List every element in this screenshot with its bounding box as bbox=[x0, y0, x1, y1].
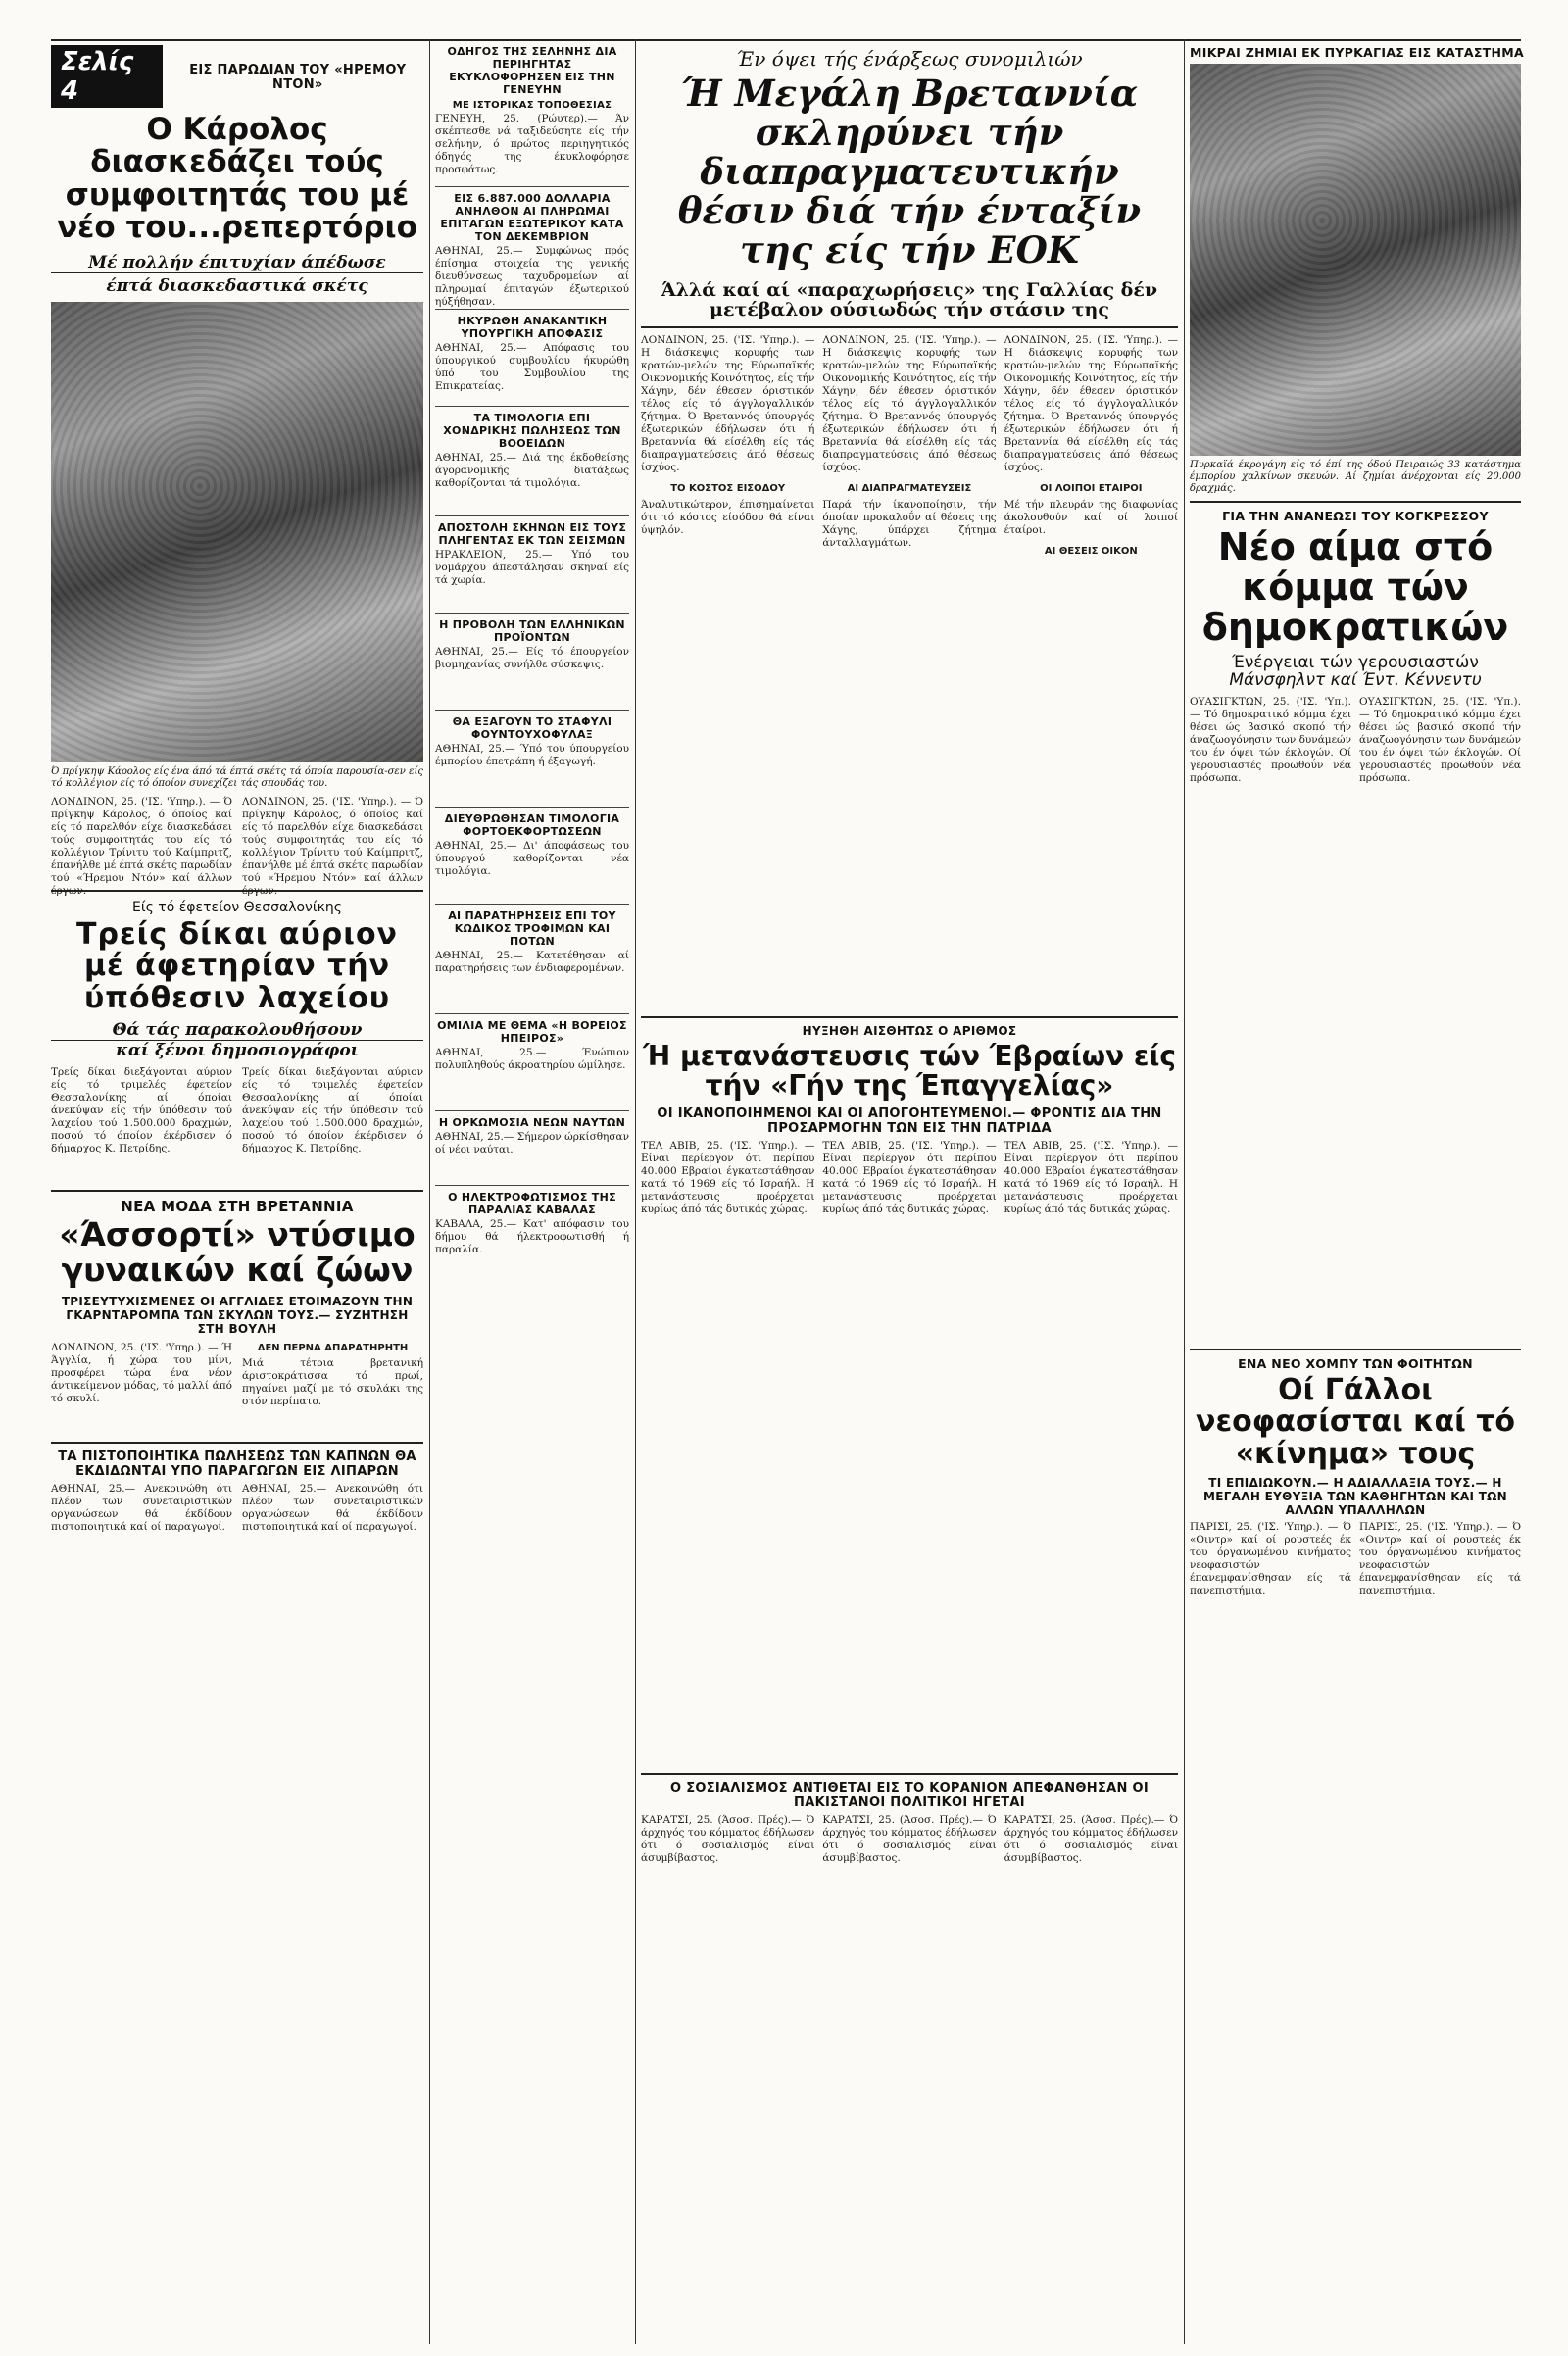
brief-text-tents: ΗΡΑΚΛΕΙΟΝ, 25.— Υπό του νομάρχου άπεστάλησαν σκηναί είς τά χωρία. bbox=[435, 549, 629, 586]
brief-text-moon: ΓΕΝΕΥΗ, 25. (Ρώυτερ).— Άν σκέπτεσθε νά ταξιδεύσητε είς τήν σελήνην, ό πρώτος περιηγητικός όδηγός της έκυκλοφόρησε προσφάτως. bbox=[435, 113, 629, 175]
article-eec-text-3: ΛΟΝΔΙΝΟΝ, 25. ('ΙΣ. 'Υπηρ.). — Η διάσκεψις κορυφής των κρατών-μελών της Εύρωπαϊκής Οικονομικής Κοινότητος, είς τήν Χάγην, δέν έθεσεν όριστικόν τέλος είς τό άγγλογαλλικόν ζήτημα. Ό Βρεταννός ύπουργός έξωτερικών έδήλωσεν ότι ή Βρεταννία θά είσέλθη είς τάς διαπραγματεύσεις άπό θέσεως ίσχύος. bbox=[1004, 333, 1178, 473]
photo-caption-fire: Πυρκαϊά έκρογάγη είς τό έπί της όδού Πειραιώς 33 κατάστημα έμπορίου χαλκίνων σκευών. Αί ζημίαι άνέρχονται είς 20.000 δραχμάς. bbox=[1190, 460, 1521, 494]
article-fashion-text: ΛΟΝΔΙΝΟΝ, 25. ('ΙΣ. 'Υπηρ.). — Ή Άγγλία, ή χώρα του μίνι, προσφέρει τώρα ένα νέον άντικείμενον μόδας, τό μαλλί άπό τό σκυλί. bbox=[51, 1342, 232, 1405]
kicker-emigration: ΗΥΞΗΘΗ ΑΙΣΘΗΤΩΣ Ο ΑΡΙΘΜΟΣ bbox=[802, 1023, 1017, 1038]
subhead-court-1: Θά τάς παρακολουθήσουν bbox=[112, 1020, 363, 1041]
brief-heading-moon: ΟΔΗΓΟΣ ΤΗΣ ΣΕΛΗΝΗΣ ΔΙΑ ΠΕΡΙΗΓΗΤΑΣ ΕΚΥΚΛΟΦΟΡΗΣΕΝ ΕΙΣ ΤΗΝ ΓΕΝΕΥΗΝ bbox=[447, 45, 617, 96]
article-court-text: Τρείς δίκαι διεξάγονται αύριον είς τό τριμελές έφετείον Θεσσαλονίκης αί όποίαι άνεκύψαν είς τήν ύπόθεσιν τού λαχείου τού 1.500.000 δραχμών, ποσού τό όποίον έκέρδισεν ό δήμαρχος Κ. Πετρίδης. bbox=[51, 1066, 232, 1155]
article-cost-text: Άναλυτικώτερον, έπισημαίνεται ότι τό κόστος είσόδου θά είναι ύψηλόν. bbox=[641, 498, 815, 536]
column-rule bbox=[1184, 39, 1185, 2344]
subhead-fashion: ΤΡΙΣΕΥΤΥΧΙΣΜΕΝΕΣ ΟΙ ΑΓΓΛΙΔΕΣ ΕΤΟΙΜΑΖΟΥΝ ΤΗΝ ΓΚΑΡΝΤΑΡΟΜΠΑ ΤΩΝ ΣΚΥΛΩΝ ΤΟΥΣ.— ΣΥΖΗΤΗΣΗ ΣΤΗ ΒΟΥΛΗ bbox=[61, 1295, 414, 1337]
article-democrats-text-2: ΟΥΑΣΙΓΚΤΩΝ, 25. ('ΙΣ. 'Υπ.). — Τό δημοκρατικό κόμμα έχει θέσει ώς βασικό σκοπό τήν άναζωογόνησιν των δυνάμεών του έν όψει τών έκλογών. Οί γερουσιαστές προωθοΰν νέα πρόσωπα. bbox=[1359, 695, 1521, 784]
article-emigration-text: ΤΕΛ ΑΒΙΒ, 25. ('ΙΣ. 'Υπηρ.). — Είναι περίεργον ότι περίπου 40.000 Εβραίοι έγκατεστάθησαν κατά τό 1969 είς τό Ισραήλ. Η μετανάστευσις προέρχεται κυρίως άπό τάς δυτικάς χώρας. bbox=[641, 1140, 815, 1216]
page-badge: Σελίς 4 bbox=[51, 45, 163, 108]
article-charles-text-2: ΛΟΝΔΙΝΟΝ, 25. ('ΙΣ. 'Υπηρ.). — Ό πρίγκηψ Κάρολος, ό όποίος καί είς τό παρελθόν είχε διασκεδάσει τούς συμφοιτητάς του είς τό κολλέγιον Τρίνιτυ τού Καίμπριτζ, έπανήλθε μέ έπτά σκέτς παρωδίαν τού «Ήρεμου Ντόν» καί άλλων έργων. bbox=[242, 795, 423, 897]
article-emigration-text-3: ΤΕΛ ΑΒΙΒ, 25. ('ΙΣ. 'Υπηρ.). — Είναι περίεργον ότι περίπου 40.000 Εβραίοι έγκατεστάθησαν κατά τό 1969 είς τό Ισραήλ. Η μετανάστευσις προέρχεται κυρίως άπό τάς δυτικάς χώρας. bbox=[1004, 1140, 1178, 1216]
article-partners-text: Μέ τήν πλευράν της διαφωνίας άκολουθούν καί οί λοιποί έταίροι. bbox=[1004, 498, 1178, 536]
headline-democrats: Νέο αίμα στό κόμμα τών δημοκρατικών bbox=[1201, 525, 1509, 650]
subhead-court-2: καί ξένοι δημοσιογράφοι bbox=[51, 1040, 423, 1060]
brief-text-loading: ΑΘΗΝΑΙ, 25.— Δι' άποφάσεως του ύπουργού καθορίζονται νέα τιμολόγια. bbox=[435, 840, 629, 877]
article-charles-text: ΛΟΝΔΙΝΟΝ, 25. ('ΙΣ. 'Υπηρ.). — Ό πρίγκηψ Κάρολος, ό όποίος καί είς τό παρελθόν είχε διασκεδάσει τούς συμφοιτητάς του είς τό κολλέγιον Τρίνιτυ τού Καίμπριτζ, έπανήλθε μέ έπτά σκέτς παρωδίαν τού «Ήρεμου Ντόν» καί άλλων έργων. bbox=[51, 795, 232, 897]
article-pakistan-text-2: ΚΑΡΑΤΣΙ, 25. (Άσοσ. Πρές).— Ό άρχηγός του κόμματος έδήλωσεν ότι ό σοσιαλισμός είναι άσυμβίβαστος. bbox=[822, 1814, 997, 1865]
article-eec-text-2: ΛΟΝΔΙΝΟΝ, 25. ('ΙΣ. 'Υπηρ.). — Η διάσκεψις κορυφής των κρατών-μελών της Εύρωπαϊκής Οικονομικής Κοινότητος, είς τήν Χάγην, δέν έθεσεν όριστικόν τέλος είς τό άγγλογαλλικόν ζήτημα. Ό Βρεταννός ύπουργός έξωτερικών έδήλωσεν ότι ή Βρεταννία θά είσέλθη είς τάς διαπραγματεύσεις άπό θέσεως ίσχύος. bbox=[822, 333, 997, 473]
brief-heading-food-code: ΑΙ ΠΑΡΑΤΗΡΗΣΕΙΣ ΕΠΙ ΤΟΥ ΚΩΔΙΚΟΣ ΤΡΟΦΙΜΩΝ ΚΑΙ ΠΟΤΩΝ bbox=[448, 909, 616, 948]
kicker-eec: Έν όψει τής ένάρξεως συνομιλιών bbox=[736, 47, 1083, 71]
article-pakistan-text-3: ΚΑΡΑΤΣΙ, 25. (Άσοσ. Πρές).— Ό άρχηγός του κόμματος έδήλωσεν ότι ό σοσιαλισμός είναι άσυμβίβαστος. bbox=[1004, 1814, 1178, 1865]
brief-subheading-moon: ΜΕ ΙΣΤΟΡΙΚΑΣ ΤΟΠΟΘΕΣΙΑΣ bbox=[452, 100, 612, 111]
article-court-text-2: Τρείς δίκαι διεξάγονται αύριον είς τό τριμελές έφετείον Θεσσαλονίκης αί όποίαι άνεκύψαν είς τήν ύπόθεσιν τού λαχείου τού 1.500.000 δραχμών, ποσού τό όποίον έκέρδισεν ό δήμαρχος Κ. Πετρίδης. bbox=[242, 1066, 423, 1155]
photo-fire bbox=[1190, 64, 1521, 456]
article-negotiations-text: Παρά τήν ίκανοποίησιν, τήν όποίαν προκαλοΰν αί θέσεις της Χάγης, ύπάρχει ζήτημα άνταλλαγμάτων. bbox=[822, 498, 997, 549]
brief-heading-cattle: ΤΑ ΤΙΜΟΛΟΓΙΑ ΕΠΙ ΧΟΝΔΡΙΚΗΣ ΠΩΛΗΣΕΩΣ ΤΩΝ ΒΟΟΕΙΔΩΝ bbox=[443, 412, 621, 450]
headline-eec: Ή Μεγάλη Βρεταννία σκληρύνει τήν διαπραγματευτικήν θέσιν διά τήν ένταξίν της είς τήν ΕΟΚ bbox=[677, 72, 1142, 271]
brief-text-sailors: ΑΘΗΝΑΙ, 25.— Σήμερον ώρκίσθησαν οί νέοι ναύται. bbox=[435, 1131, 629, 1155]
article-tobacco-text-2: ΑΘΗΝΑΙ, 25.— Ανεκοινώθη ότι πλέον των συνεταιριστικών οργανώσεων θά έκδίδουν πιστοποιητικά καί οί παραγωγοί. bbox=[242, 1483, 423, 1534]
kicker-congress: ΓΙΑ ΤΗΝ ΑΝΑΝΕΩΣΙ ΤΟΥ ΚΟΓΚΡΕΣΣΟΥ bbox=[1222, 509, 1489, 523]
brief-heading-kavala: Ο ΗΛΕΚΤΡΟΦΩΤΙΣΜΟΣ ΤΗΣ ΠΑΡΑΛΙΑΣ ΚΑΒΑΛΑΣ bbox=[448, 1191, 616, 1216]
article-fashion-text-2: Μιά τέτοια βρετανική άριστοκράτισσα τό πρωί, πηγαίνει μαζί με τό σκυλάκι της στόν περίπατο. bbox=[242, 1357, 423, 1408]
kicker-fire: ΜΙΚΡΑΙ ΖΗΜΙΑΙ ΕΚ ΠΥΡΚΑΓΙΑΣ ΕΙΣ ΚΑΤΑΣΤΗΜΑ bbox=[1190, 45, 1524, 60]
subhead-cost: ΤΟ ΚΟΣΤΟΣ ΕΙΣΟΔΟΥ bbox=[670, 482, 786, 494]
brief-heading-sailors: Η ΟΡΚΩΜΟΣΙΑ ΝΕΩΝ ΝΑΥΤΩΝ bbox=[438, 1116, 626, 1129]
subhead-partners: ΟΙ ΛΟΙΠΟΙ ΕΤΑΙΡΟΙ bbox=[1040, 482, 1143, 494]
subhead-not-unnoticed: ΔΕΝ ΠΕΡΝΑ ΑΠΑΡΑΤΗΡΗΤΗ bbox=[257, 1343, 409, 1354]
brief-text-ministerial: ΑΘΗΝΑΙ, 25.— Απόφασις του ύπουργικού συμβουλίου ήκυρώθη ύπό του Συμβουλίου της Επικρατείας. bbox=[435, 342, 629, 392]
subhead-negotiations: ΑΙ ΔΙΑΠΡΑΓΜΑΤΕΥΣΕΙΣ bbox=[847, 482, 972, 494]
kicker-fashion: ΝΕΑ ΜΟΔΑ ΣΤΗ ΒΡΕΤΑΝΝΙΑ bbox=[121, 1198, 354, 1216]
article-neofascists-text-2: ΠΑΡΙΣΙ, 25. ('ΙΣ. 'Υπηρ.). — Ό «Οιντρ» καί οί ρουστεές έκ του όργανωμένου κινήματος νεοφασιστών έπανεμφανίσθησαν είς τά πανεπιστήμια. bbox=[1359, 1520, 1521, 1596]
brief-text-kavala: ΚΑΒΑΛΑ, 25.— Κατ' απόφασιν του δήμου θά ήλεκτροφωτισθή ή παραλία. bbox=[435, 1218, 629, 1255]
brief-heading-loading: ΔΙΕΥΘΡΩΘΗΣΑΝ ΤΙΜΟΛΟΓΙΑ ΦΟΡΤΟΕΚΦΟΡΤΩΣΕΩΝ bbox=[444, 812, 620, 838]
column-1 bbox=[51, 39, 423, 2344]
photo-prince-charles bbox=[51, 302, 423, 762]
article-emigration-text-2: ΤΕΛ ΑΒΙΒ, 25. ('ΙΣ. 'Υπηρ.). — Είναι περίεργον ότι περίπου 40.000 Εβραίοι έγκατεστάθησαν κατά τό 1969 είς τό Ισραήλ. Η μετανάστευσις προέρχεται κυρίως άπό τάς δυτικάς χώρας. bbox=[822, 1140, 997, 1216]
kicker-tobacco: ΤΑ ΠΙΣΤΟΠΟΙΗΤΙΚΑ ΠΩΛΗΣΕΩΣ ΤΩΝ ΚΑΠΝΩΝ ΘΑ ΕΚΔΙΔΩΝΤΑΙ ΥΠΟ ΠΑΡΑΓΩΓΩΝ ΕΙΣ ΛΙΠΑΡΩΝ bbox=[58, 1449, 416, 1480]
subhead-eec: Άλλά καί αί «παραχωρήσεις» της Γαλλίας δέν μετέβαλον ούσιωδώς τήν στάσιν της bbox=[661, 278, 1158, 321]
brief-text-cattle: ΑΘΗΝΑΙ, 25.— Διά της έκδοθείσης άγορανομικής διατάξεως καθορίζονται τά τιμολόγια. bbox=[435, 452, 629, 489]
article-pakistan-text: ΚΑΡΑΤΣΙ, 25. (Άσοσ. Πρές).— Ό άρχηγός του κόμματος έδήλωσεν ότι ό σοσιαλισμός είναι άσυμβίβαστος. bbox=[641, 1814, 815, 1865]
brief-text-grapes: ΑΘΗΝΑΙ, 25.— Ύπό του ύπουργείου έμπορίου έπετράπη ή έξαγωγή. bbox=[435, 743, 629, 767]
article-eec-text: ΛΟΝΔΙΝΟΝ, 25. ('ΙΣ. 'Υπηρ.). — Η διάσκεψις κορυφής των κρατών-μελών της Εύρωπαϊκής Οικονομικής Κοινότητος, είς τήν Χάγην, δέν έθεσεν όριστικόν τέλος είς τό άγγλογαλλικόν ζήτημα. Ό Βρεταννός ύπουργός έξωτερικών έδήλωσεν ότι ή Βρεταννία θά είσέλθη είς τάς διαπραγματεύσεις άπό θέσεως ίσχύος. bbox=[641, 333, 815, 473]
kicker-court: Είς τό έφετείον Θεσσαλονίκης bbox=[132, 899, 342, 915]
column-rule bbox=[635, 39, 636, 2344]
article-neofascists-text: ΠΑΡΙΣΙ, 25. ('ΙΣ. 'Υπηρ.). — Ό «Οιντρ» καί οί ρουστεές έκ του όργανωμένου κινήματος νεοφασιστών έπανεμφανίσθησαν είς τά πανεπιστήμια. bbox=[1190, 1520, 1351, 1596]
subhead-charles-2: έπτά διασκεδαστικά σκέτς bbox=[51, 272, 423, 296]
photo-caption: Ό πρίγκηψ Κάρολος είς ένα άπό τά έπτά σκέτς τά όποία παρουσία-σεν είς τό κολλέγιον είς τό όποίον συνεχίζει τάς σπουδάς του. bbox=[51, 765, 423, 789]
column-3 bbox=[641, 39, 1178, 2344]
headline-court: Τρείς δίκαι αύριον μέ άφετηρίαν τήν ύπόθεσιν λαχείου bbox=[76, 916, 398, 1015]
kicker-charles: ΕΙΣ ΠΑΡΩΔΙΑΝ ΤΟΥ «ΗΡΕΜΟΥ ΝΤΟΝ» bbox=[189, 63, 407, 92]
subhead-emigration: ΟΙ ΙΚΑΝΟΠΟΙΗΜΕΝΟΙ ΚΑΙ ΟΙ ΑΠΟΓΟΗΤΕΥΜΕΝΟΙ.— ΦΡΟΝΤΙΣ ΔΙΑ ΤΗΝ ΠΡΟΣΑΡΜΟΓΗΝ ΤΩΝ ΕΙΣ ΤΗΝ ΠΑΤΡΙΔΑ bbox=[657, 1106, 1162, 1137]
headline-neofascists: Οί Γάλλοι νεοφασίσται καί τό «κίνημα» τους bbox=[1196, 1372, 1515, 1471]
subhead-senators: Ένέργειαι τών γερουσιαστών bbox=[1232, 653, 1479, 673]
brief-heading-products: Η ΠΡΟΒΟΛΗ ΤΩΝ ΕΛΛΗΝΙΚΩΝ ΠΡΟΪΟΝΤΩΝ bbox=[439, 618, 625, 644]
column-2 bbox=[435, 39, 629, 2344]
brief-text-products: ΑΘΗΝΑΙ, 25.— Είς τό έπουργείον βιομηχανίας συνήλθε σύσκεψις. bbox=[435, 646, 629, 670]
subhead-senator-names: Μάνσφηλντ καί Έντ. Κέννεντυ bbox=[1229, 670, 1482, 691]
subhead-neofascists: ΤΙ ΕΠΙΔΙΩΚΟΥΝ.— Η ΑΔΙΑΛΛΑΞΙΑ ΤΟΥΣ.— Η ΜΕΓΑΛΗ ΕΥΘΥΞΙΑ ΤΩΝ ΚΑΘΗΓΗΤΩΝ ΚΑΙ ΤΩΝ ΑΛΛΩΝ ΥΠΑΛΛΗΛΩΝ bbox=[1202, 1475, 1508, 1517]
article-tobacco-text: ΑΘΗΝΑΙ, 25.— Ανεκοινώθη ότι πλέον των συνεταιριστικών οργανώσεων θά έκδίδουν πιστοποιητικά καί οί παραγωγοί. bbox=[51, 1483, 232, 1534]
column-4 bbox=[1190, 39, 1524, 2344]
brief-heading-epirus: ΟΜΙΛΙΑ ΜΕ ΘΕΜΑ «Η ΒΟΡΕΙΟΣ ΗΠΕΙΡΟΣ» bbox=[437, 1019, 627, 1045]
subhead-positions: ΑΙ ΘΕΣΕΙΣ ΟΙΚΟΝ bbox=[1044, 545, 1138, 557]
headline-emigration: Ή μετανάστευσις τών Έβραίων είς τήν «Γήν της Έπαγγελίας» bbox=[642, 1039, 1177, 1103]
brief-text-food-code: ΑΘΗΝΑΙ, 25.— Κατετέθησαν αί παρατηρήσεις των ένδιαφερομένων. bbox=[435, 950, 629, 974]
headline-fashion: «Άσσορτί» ντύσιμο γυναικών καί ζώων bbox=[59, 1215, 416, 1289]
brief-heading-dollars: ΕΙΣ 6.887.000 ΔΟΛΛΑΡΙΑ ΑΝΗΛΘΟΝ ΑΙ ΠΛΗΡΩΜΑΙ ΕΠΙΤΑΓΩΝ ΕΞΩΤΕΡΙΚΟΥ ΚΑΤΑ ΤΟΝ ΔΕΚΕΜΒΡΙΟΝ bbox=[440, 192, 624, 243]
brief-heading-tents: ΑΠΟΣΤΟΛΗ ΣΚΗΝΩΝ ΕΙΣ ΤΟΥΣ ΠΛΗΓΕΝΤΑΣ ΕΚ ΤΩΝ ΣΕΙΣΜΩΝ bbox=[437, 521, 627, 547]
subhead-charles-1: Μέ πολλήν έπιτυχίαν άπέδωσε bbox=[88, 252, 386, 272]
brief-text-epirus: ΑΘΗΝΑΙ, 25.— Ένώπιον πολυπληθούς άκροατηρίου ώμίλησε. bbox=[435, 1047, 629, 1071]
headline-charles: Ο Κάρολος διασκεδάζει τούς συμφοιτητάς του μέ νέο του...ρεπερτόριο bbox=[57, 112, 417, 246]
brief-heading-grapes: ΘΑ ΕΞΑΓΟΥΝ ΤΟ ΣΤΑΦΥΛΙ ΦΟΥΝΤΟΥΧΟΦΥΛΑΞ bbox=[452, 715, 612, 741]
article-democrats-text: ΟΥΑΣΙΓΚΤΩΝ, 25. ('ΙΣ. 'Υπ.). — Τό δημοκρατικό κόμμα έχει θέσει ώς βασικό σκοπό τήν άναζωογόνησιν των δυνάμεών του έν όψει τών έκλογών. Οί γερουσιαστές προωθοΰν νέα πρόσωπα. bbox=[1190, 695, 1351, 784]
kicker-pakistan: Ο ΣΟΣΙΑΛΙΣΜΟΣ ΑΝΤΙΘΕΤΑΙ ΕΙΣ ΤΟ ΚΟΡΑΝΙΟΝ ΑΠΕΦΑΝΘΗΣΑΝ ΟΙ ΠΑΚΙΣΤΑΝΟΙ ΠΟΛΙΤΙΚΟΙ ΗΓΕΤΑΙ bbox=[670, 1781, 1149, 1811]
kicker-students: ΕΝΑ ΝΕΟ ΧΟΜΠΥ ΤΩΝ ΦΟΙΤΗΤΩΝ bbox=[1238, 1355, 1473, 1371]
brief-text-dollars: ΑΘΗΝΑΙ, 25.— Συμφώνως πρός έπίσημα στοιχεία της γενικής διευθύνσεως ταχυδρομείων αί πληρωμαί έπιταγών έξωτερικού ηύξήθησαν. bbox=[435, 245, 629, 308]
brief-heading-ministerial: ΗΚΥΡΩΘΗ ΑΝΑΚΑΝΤΙΚΗ ΥΠΟΥΡΓΙΚΗ ΑΠΟΦΑΣΙΣ bbox=[457, 315, 608, 340]
column-rule bbox=[429, 39, 430, 2344]
